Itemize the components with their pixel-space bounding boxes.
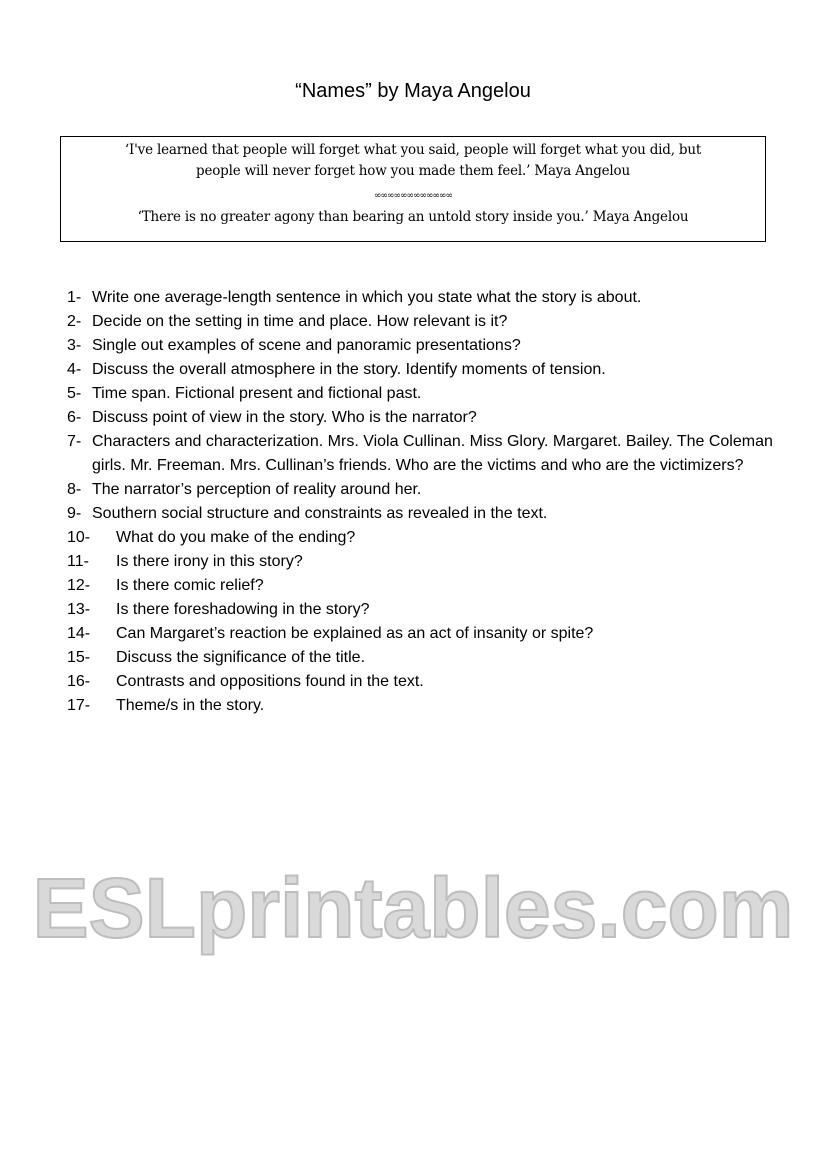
question-text: Southern social structure and constraints as revealed in the text. bbox=[92, 505, 548, 522]
question-number: 14- bbox=[67, 625, 91, 642]
question-text: Can Margaret’s reaction be explained as an act of insanity or spite? bbox=[116, 625, 594, 642]
question-number: 16- bbox=[67, 673, 91, 690]
question-number: 8- bbox=[67, 481, 82, 498]
question-item bbox=[67, 694, 787, 718]
question-text: Discuss the overall atmosphere in the story. Identify moments of tension. bbox=[92, 361, 606, 378]
question-number: 1- bbox=[67, 289, 82, 306]
question-number: 11- bbox=[67, 553, 89, 570]
question-item bbox=[67, 550, 787, 574]
question-number: 5- bbox=[67, 385, 82, 402]
question-item bbox=[67, 526, 787, 550]
question-number: 7- bbox=[67, 433, 82, 450]
question-number: 6- bbox=[67, 409, 82, 426]
quote-1-line-1: ‘I've learned that people will forget what you said, people will forget what you did, but bbox=[124, 142, 702, 158]
question-text: Is there foreshadowing in the story? bbox=[116, 601, 370, 618]
question-number: 9- bbox=[67, 505, 82, 522]
page-title: “Names” by Maya Angelou bbox=[295, 80, 531, 102]
question-text: Discuss the significance of the title. bbox=[116, 649, 366, 666]
question-text: Time span. Fictional present and fictional past. bbox=[92, 385, 422, 402]
question-item bbox=[67, 646, 787, 670]
question-text: Characters and characterization. Mrs. Viola Cullinan. Miss Glory. Margaret. Bailey. The Coleman girls. Mr. Freeman. Mrs. Cullinan’s friends. Who are the victims and who are the victimizers? bbox=[92, 433, 773, 474]
question-number: 2- bbox=[67, 313, 82, 330]
question-number: 17- bbox=[67, 697, 91, 714]
quote-2: ‘There is no greater agony than bearing an untold story inside you.’ Maya Angelou bbox=[137, 209, 689, 225]
question-item bbox=[67, 670, 787, 694]
watermark: ESLprintables.com bbox=[32, 861, 794, 955]
question-item bbox=[67, 502, 787, 526]
question-text: Discuss point of view in the story. Who is the narrator? bbox=[92, 409, 477, 426]
quote-separator: ∞∞∞∞∞∞∞∞∞∞∞∞ bbox=[374, 191, 452, 201]
question-text: Is there comic relief? bbox=[116, 577, 264, 594]
question-item bbox=[67, 286, 787, 310]
question-item bbox=[67, 430, 787, 478]
quote-box bbox=[60, 136, 766, 242]
question-item bbox=[67, 478, 787, 502]
question-list bbox=[67, 286, 787, 718]
question-text: Write one average-length sentence in which you state what the story is about. bbox=[92, 289, 642, 306]
question-item bbox=[67, 310, 787, 334]
question-item bbox=[67, 574, 787, 598]
question-text: Contrasts and oppositions found in the text. bbox=[116, 673, 424, 690]
quote-1-line-2: people will never forget how you made them feel.’ Maya Angelou bbox=[196, 163, 630, 179]
question-text: The narrator’s perception of reality around her. bbox=[92, 481, 422, 498]
question-number: 13- bbox=[67, 601, 91, 618]
question-item bbox=[67, 598, 787, 622]
question-text: Decide on the setting in time and place. How relevant is it? bbox=[92, 313, 508, 330]
question-number: 4- bbox=[67, 361, 82, 378]
question-item bbox=[67, 382, 787, 406]
question-text: What do you make of the ending? bbox=[116, 529, 356, 546]
question-item bbox=[67, 406, 787, 430]
question-number: 12- bbox=[67, 577, 91, 594]
question-item bbox=[67, 358, 787, 382]
question-text: Is there irony in this story? bbox=[116, 553, 303, 570]
question-item bbox=[67, 334, 787, 358]
question-number: 10- bbox=[67, 529, 91, 546]
question-text: Theme/s in the story. bbox=[116, 697, 265, 714]
question-number: 15- bbox=[67, 649, 91, 666]
question-item bbox=[67, 622, 787, 646]
question-text: Single out examples of scene and panoramic presentations? bbox=[92, 337, 521, 354]
question-number: 3- bbox=[67, 337, 82, 354]
